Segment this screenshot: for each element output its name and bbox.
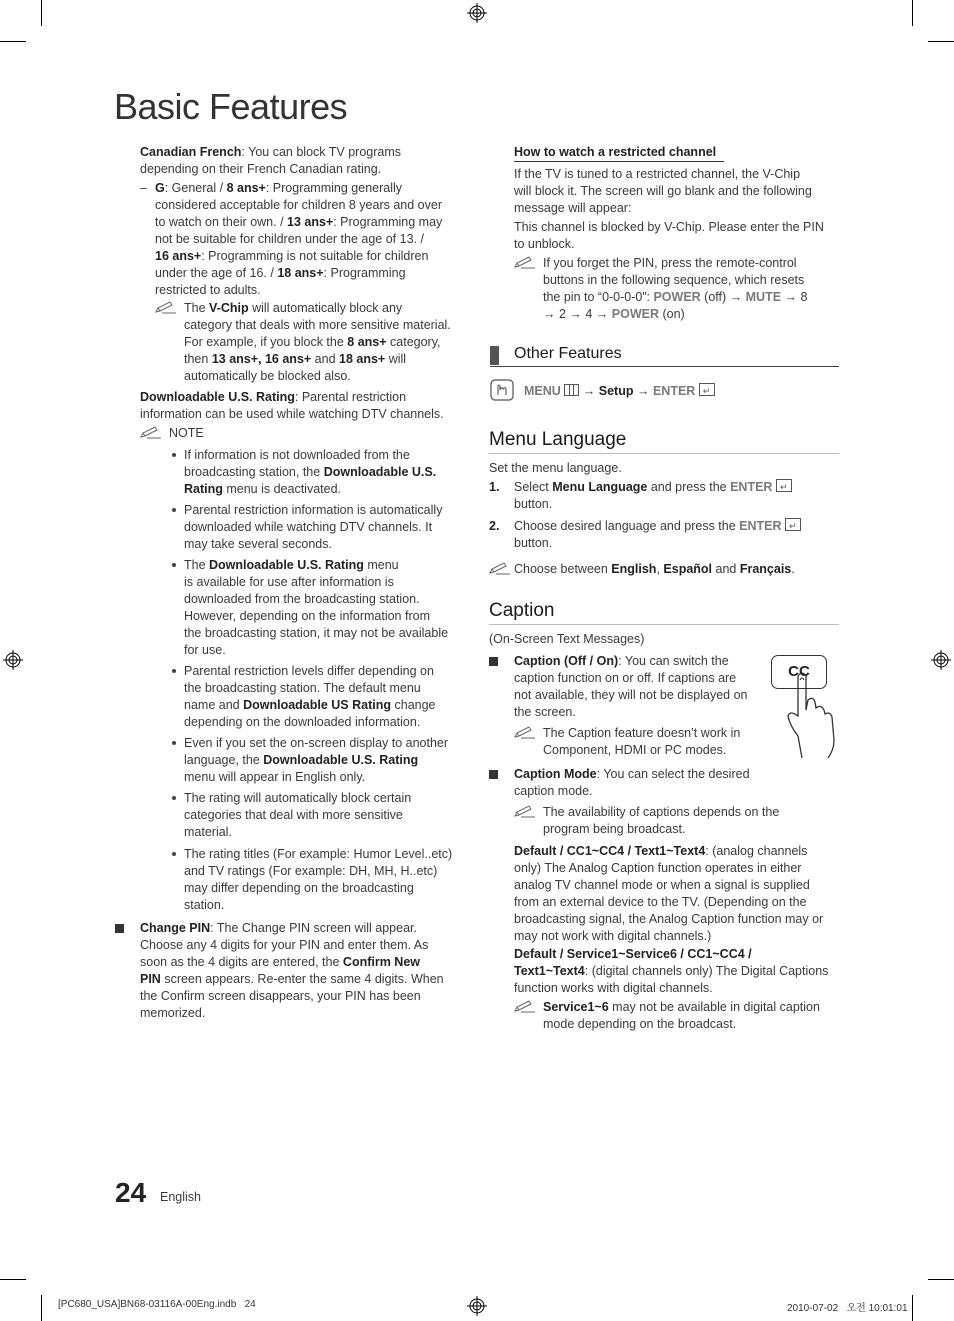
menu-language-step-2: Choose desired language and press the ENTER ↵ button.	[514, 518, 834, 552]
caption-rule	[489, 624, 839, 625]
note-item: The rating titles (For example: Humor Level..etc) and TV ratings (For example: DH, MH, H..etc) may differ depending on the broadcasting station.	[184, 847, 453, 912]
menu-language-intro: Set the menu language.	[489, 461, 622, 475]
digital-caption-text: Default / Service1~Service6 / CC1~CC4 / Text1~Text4: (digital channels only) The Digital Captions function works with digital channels.	[514, 947, 829, 995]
note-item: Parental restriction information is automatically downloaded while watching DTV channels. It may take several seconds.	[184, 503, 443, 551]
note-pencil-icon	[514, 804, 536, 818]
bullet-dot	[172, 741, 176, 745]
note-label: NOTE	[169, 426, 204, 440]
footer-file-info: [PC680_USA]BN68-03116A-00Eng.indb 24	[58, 1299, 256, 1310]
cc-button-illustration: CC	[771, 655, 827, 689]
page-number: 24	[115, 1177, 147, 1208]
footer-language: English	[160, 1190, 201, 1204]
bullet-dot	[172, 852, 176, 856]
caption-subtitle: (On-Screen Text Messages)	[489, 632, 645, 646]
other-features-title: Other Features	[514, 345, 622, 362]
caption-onoff-note: The Caption feature doesn’t work in Component, HDMI or PC modes.	[543, 726, 741, 757]
section-bar	[490, 346, 499, 365]
note-pencil-icon	[514, 255, 536, 269]
pressing-hand-icon	[780, 670, 842, 760]
restricted-channel-heading: How to watch a restricted channel	[514, 145, 717, 159]
bullet-dot	[172, 796, 176, 800]
note-pencil-icon	[140, 425, 162, 439]
step-number: 2.	[489, 519, 500, 533]
square-bullet	[489, 770, 498, 779]
note-pencil-icon	[489, 561, 511, 575]
language-choice-note: Choose between English, Español and Français.	[514, 562, 795, 576]
digital-caption-note: Service1~6 may not be available in digital caption mode depending on the broadcast.	[543, 1000, 820, 1031]
forgot-pin-note: If you forget the PIN, press the remote-control buttons in the following sequence, which resets the pin to “0-0-0-0”: POWER (off) → MUTE → 8 → 2 → 4 → POWER (on)	[543, 256, 808, 321]
enter-icon: ↵	[776, 479, 792, 492]
square-bullet	[489, 657, 498, 666]
enter-icon: ↵	[785, 518, 801, 531]
bullet-dot	[172, 669, 176, 673]
downloadable-rating-paragraph: Downloadable U.S. Rating: Parental restriction information can be used while watching DTV channels.	[140, 390, 444, 421]
g-dash: –	[140, 181, 147, 195]
note-pencil-icon	[155, 300, 177, 314]
caption-title: Caption	[489, 600, 555, 621]
note-item: The rating will automatically block certain categories that deal with more sensitive material.	[184, 791, 412, 839]
menu-path: MENU → Setup → ENTER ↵	[524, 383, 715, 400]
canadian-french-paragraph: Canadian French: You can block TV programs depending on their French Canadian rating.	[140, 145, 402, 176]
note-item: If information is not downloaded from the broadcasting station, the Downloadable U.S. Rating menu is deactivated.	[184, 448, 437, 496]
registration-mark-right	[931, 650, 951, 670]
vchip-note: The V-Chip will automatically block any category that deals with more sensitive material. For example, if you block the 8 ans+ category, then 13 ans+, 16 ans+ and 18 ans+ will automatically be blocked also.	[184, 301, 451, 383]
change-pin-paragraph: Change PIN: The Change PIN screen will appear. Choose any 4 digits for your PIN and enter them. As soon as the 4 digits are entered, the Confirm New PIN screen appears. Re-enter the same 4 digits. When the Confirm screen disappears, your PIN has been memorized.	[140, 921, 444, 1020]
caption-mode-text: Caption Mode: You can select the desired caption mode.	[514, 767, 750, 798]
caption-mode-note: The availability of captions depends on the program being broadcast.	[543, 805, 780, 836]
note-pencil-icon	[514, 999, 536, 1013]
registration-mark-bottom	[467, 1296, 487, 1316]
remote-hand-icon	[490, 379, 514, 401]
menu-language-step-1: Select Menu Language and press the ENTER ↵ button.	[514, 479, 834, 513]
menu-icon	[564, 384, 579, 396]
restricted-heading-underline	[514, 161, 724, 162]
menu-language-rule	[489, 453, 839, 454]
other-features-rule	[490, 366, 839, 367]
step-number: 1.	[489, 480, 500, 494]
page-title: Basic Features	[114, 86, 348, 127]
enter-icon: ↵	[699, 383, 715, 396]
registration-mark-left	[3, 650, 23, 670]
footer-date: 2010-07-02 오전 10:01:01	[787, 1303, 908, 1314]
square-bullet	[115, 924, 124, 933]
note-item: Even if you set the on-screen display to another language, the Downloadable U.S. Rating menu will appear in English only.	[184, 736, 449, 784]
analog-caption-text: Default / CC1~CC4 / Text1~Text4: (analog channels only) The Analog Caption function operates in either analog TV channel mode or when a signal is supplied from an external device to the TV. (Depending on the broadcasting signal, the Analog Caption function may or may not work with digital channels.)	[514, 844, 824, 943]
g-rating-text: G: General / 8 ans+: Programming generally considered acceptable for children 8 years and over to watch on their own. / 13 ans+: Programming may not be suitable for children under the age of 13. / 16 ans+: Programming is not suitable for children under the age of 16. / 18 ans+: Programming restricted to adults.	[155, 181, 443, 297]
restricted-channel-text: If the TV is tuned to a restricted channel, the V-Chip will block it. The screen will go blank and the following message will appear: This channel is blocked by V-Chip. Please enter the PIN to unblock.	[514, 167, 824, 251]
bullet-dot	[172, 563, 176, 567]
note-pencil-icon	[514, 725, 536, 739]
caption-onoff-text: Caption (Off / On): You can switch the caption function on or off. If captions are not available, they will not be displayed on the screen.	[514, 654, 748, 719]
bullet-dot	[172, 453, 176, 457]
note-item: Parental restriction levels differ depending on the broadcasting station. The default menu name and Downloadable US Rating change depending on the downloaded information.	[184, 664, 436, 729]
bullet-dot	[172, 508, 176, 512]
menu-language-title: Menu Language	[489, 429, 627, 450]
registration-mark-top	[467, 3, 487, 23]
note-item: The Downloadable U.S. Rating menu is available for use after information is downloaded from the broadcasting station. However, depending on the information from the broadcasting station, it may not be available for use.	[184, 558, 449, 657]
